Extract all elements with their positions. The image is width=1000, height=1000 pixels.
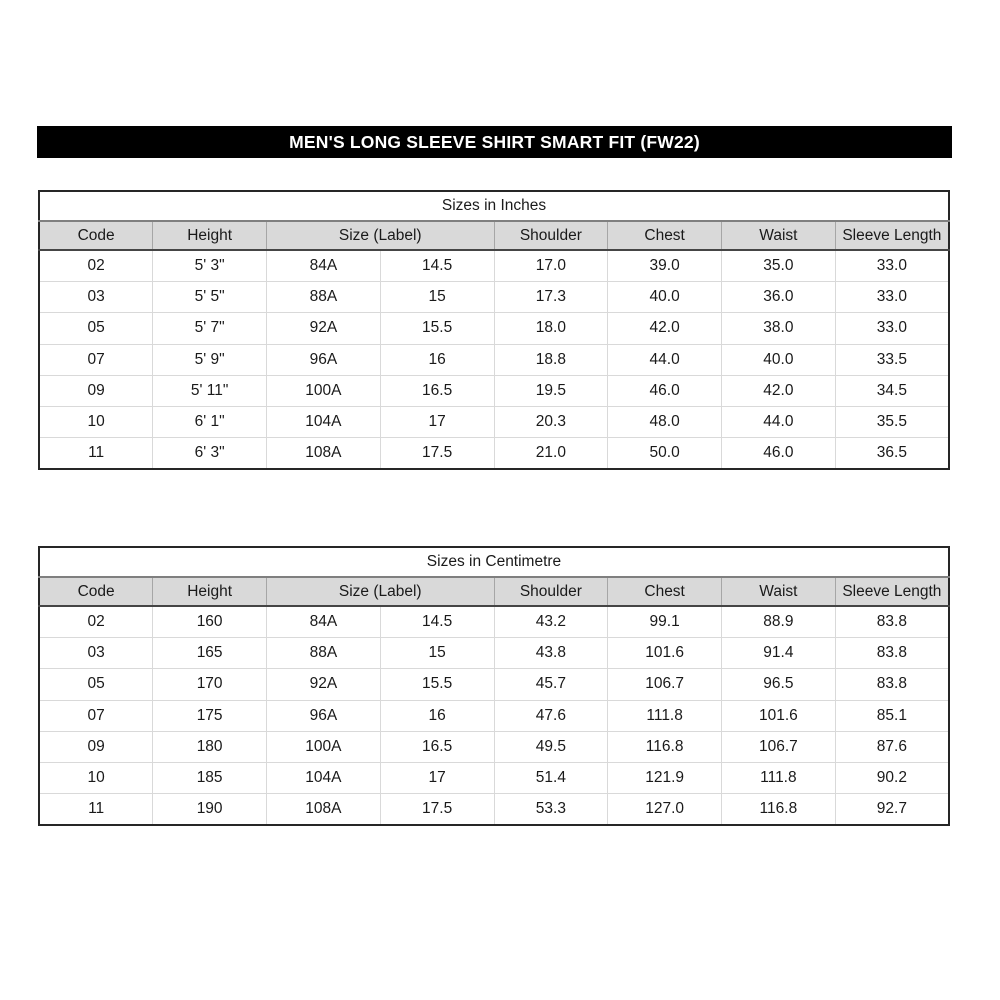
table-cell: 6' 3" xyxy=(153,438,267,470)
table-cell: 17 xyxy=(380,762,494,793)
table-cell: 160 xyxy=(153,606,267,638)
table-cell: 170 xyxy=(153,669,267,700)
table-cell: 40.0 xyxy=(608,282,722,313)
table-title: Sizes in Inches xyxy=(39,191,949,221)
table-cell: 101.6 xyxy=(608,638,722,669)
col-header-waist: Waist xyxy=(722,577,836,606)
table-cell: 18.8 xyxy=(494,344,608,375)
table-row xyxy=(39,731,949,762)
title-banner xyxy=(37,126,952,158)
table-cell: 51.4 xyxy=(494,762,608,793)
table-cell: 16.5 xyxy=(380,375,494,406)
table-cell: 101.6 xyxy=(722,700,836,731)
inches-table-body xyxy=(39,250,949,469)
table-cell: 104A xyxy=(267,762,381,793)
table-cell: 50.0 xyxy=(608,438,722,470)
table-cell: 44.0 xyxy=(722,406,836,437)
col-header-size-label: Size (Label) xyxy=(267,221,495,250)
table-cell: 05 xyxy=(39,313,153,344)
table-cell: 92.7 xyxy=(835,794,949,826)
table-cell: 100A xyxy=(267,731,381,762)
table-cell: 36.0 xyxy=(722,282,836,313)
table-cell: 07 xyxy=(39,344,153,375)
table-cell: 05 xyxy=(39,669,153,700)
table-row xyxy=(39,638,949,669)
table-cell: 03 xyxy=(39,638,153,669)
table-cell: 17 xyxy=(380,406,494,437)
table-cell: 175 xyxy=(153,700,267,731)
table-cell: 17.5 xyxy=(380,794,494,826)
table-row xyxy=(39,606,949,638)
table-cell: 38.0 xyxy=(722,313,836,344)
col-header-code: Code xyxy=(39,221,153,250)
table-cell: 33.0 xyxy=(835,282,949,313)
table-cell: 92A xyxy=(267,669,381,700)
table-cell: 43.2 xyxy=(494,606,608,638)
table-cell: 44.0 xyxy=(608,344,722,375)
table-cell: 15.5 xyxy=(380,669,494,700)
col-header-chest: Chest xyxy=(608,577,722,606)
table-cell: 33.0 xyxy=(835,313,949,344)
table-cell: 17.0 xyxy=(494,250,608,282)
table-cell: 90.2 xyxy=(835,762,949,793)
table-cell: 33.5 xyxy=(835,344,949,375)
table-cell: 45.7 xyxy=(494,669,608,700)
table-cell: 15 xyxy=(380,282,494,313)
table-cell: 99.1 xyxy=(608,606,722,638)
table-cell: 34.5 xyxy=(835,375,949,406)
table-cell: 17.5 xyxy=(380,438,494,470)
table-cell: 11 xyxy=(39,794,153,826)
table-cell: 35.0 xyxy=(722,250,836,282)
col-header-height: Height xyxy=(153,221,267,250)
table-cell: 111.8 xyxy=(722,762,836,793)
table-cell: 17.3 xyxy=(494,282,608,313)
table-row xyxy=(39,313,949,344)
table-cell: 96A xyxy=(267,344,381,375)
table-cell: 106.7 xyxy=(722,731,836,762)
table-cell: 104A xyxy=(267,406,381,437)
table-cell: 87.6 xyxy=(835,731,949,762)
table-cell: 33.0 xyxy=(835,250,949,282)
table-cell: 100A xyxy=(267,375,381,406)
table-cell: 88A xyxy=(267,282,381,313)
table-cell: 85.1 xyxy=(835,700,949,731)
table-cell: 03 xyxy=(39,282,153,313)
table-cell: 39.0 xyxy=(608,250,722,282)
page-title: MEN'S LONG SLEEVE SHIRT SMART FIT (FW22) xyxy=(289,131,700,152)
table-header-row xyxy=(39,577,949,606)
table-cell: 14.5 xyxy=(380,606,494,638)
table-cell: 07 xyxy=(39,700,153,731)
table-row xyxy=(39,375,949,406)
table-cell: 21.0 xyxy=(494,438,608,470)
table-cell: 83.8 xyxy=(835,669,949,700)
table-row xyxy=(39,669,949,700)
centimetre-size-table xyxy=(38,546,950,826)
table-row xyxy=(39,344,949,375)
table-cell: 53.3 xyxy=(494,794,608,826)
table-cell: 96.5 xyxy=(722,669,836,700)
table-row xyxy=(39,406,949,437)
table-cell: 10 xyxy=(39,762,153,793)
table-cell: 02 xyxy=(39,250,153,282)
table-cell: 116.8 xyxy=(722,794,836,826)
table-header-row xyxy=(39,221,949,250)
table-cell: 48.0 xyxy=(608,406,722,437)
table-cell: 84A xyxy=(267,606,381,638)
table-title: Sizes in Centimetre xyxy=(39,547,949,577)
table-cell: 02 xyxy=(39,606,153,638)
table-cell: 46.0 xyxy=(608,375,722,406)
table-cell: 111.8 xyxy=(608,700,722,731)
table-cell: 83.8 xyxy=(835,606,949,638)
table-cell: 165 xyxy=(153,638,267,669)
table-cell: 106.7 xyxy=(608,669,722,700)
col-header-shoulder: Shoulder xyxy=(494,577,608,606)
table-cell: 91.4 xyxy=(722,638,836,669)
table-title-row xyxy=(39,191,949,221)
table-row xyxy=(39,762,949,793)
table-cell: 16 xyxy=(380,700,494,731)
table-cell: 121.9 xyxy=(608,762,722,793)
table-cell: 84A xyxy=(267,250,381,282)
col-header-sleeve-length: Sleeve Length xyxy=(835,221,949,250)
table-cell: 190 xyxy=(153,794,267,826)
table-cell: 16.5 xyxy=(380,731,494,762)
table-cell: 36.5 xyxy=(835,438,949,470)
table-row xyxy=(39,794,949,826)
table-cell: 127.0 xyxy=(608,794,722,826)
col-header-chest: Chest xyxy=(608,221,722,250)
table-cell: 5' 11" xyxy=(153,375,267,406)
table-cell: 88.9 xyxy=(722,606,836,638)
table-cell: 42.0 xyxy=(722,375,836,406)
centimetre-table-section xyxy=(38,546,950,826)
table-cell: 18.0 xyxy=(494,313,608,344)
table-cell: 35.5 xyxy=(835,406,949,437)
table-cell: 20.3 xyxy=(494,406,608,437)
table-cell: 92A xyxy=(267,313,381,344)
table-row xyxy=(39,250,949,282)
table-cell: 5' 9" xyxy=(153,344,267,375)
col-header-shoulder: Shoulder xyxy=(494,221,608,250)
table-row xyxy=(39,282,949,313)
table-cell: 43.8 xyxy=(494,638,608,669)
table-cell: 5' 7" xyxy=(153,313,267,344)
inches-size-table xyxy=(38,190,950,470)
table-cell: 83.8 xyxy=(835,638,949,669)
table-cell: 49.5 xyxy=(494,731,608,762)
table-row xyxy=(39,438,949,470)
table-cell: 40.0 xyxy=(722,344,836,375)
table-cell: 19.5 xyxy=(494,375,608,406)
table-row xyxy=(39,700,949,731)
table-cell: 15 xyxy=(380,638,494,669)
table-cell: 180 xyxy=(153,731,267,762)
table-cell: 09 xyxy=(39,731,153,762)
table-cell: 116.8 xyxy=(608,731,722,762)
centimetre-table-body xyxy=(39,606,949,825)
col-header-height: Height xyxy=(153,577,267,606)
table-cell: 108A xyxy=(267,438,381,470)
table-cell: 42.0 xyxy=(608,313,722,344)
table-cell: 09 xyxy=(39,375,153,406)
table-cell: 6' 1" xyxy=(153,406,267,437)
table-cell: 108A xyxy=(267,794,381,826)
table-cell: 5' 3" xyxy=(153,250,267,282)
table-cell: 16 xyxy=(380,344,494,375)
table-cell: 96A xyxy=(267,700,381,731)
col-header-sleeve-length: Sleeve Length xyxy=(835,577,949,606)
col-header-waist: Waist xyxy=(722,221,836,250)
table-cell: 5' 5" xyxy=(153,282,267,313)
table-cell: 47.6 xyxy=(494,700,608,731)
table-cell: 185 xyxy=(153,762,267,793)
table-cell: 15.5 xyxy=(380,313,494,344)
table-cell: 11 xyxy=(39,438,153,470)
table-cell: 88A xyxy=(267,638,381,669)
col-header-code: Code xyxy=(39,577,153,606)
table-title-row xyxy=(39,547,949,577)
table-cell: 14.5 xyxy=(380,250,494,282)
table-cell: 10 xyxy=(39,406,153,437)
table-cell: 46.0 xyxy=(722,438,836,470)
col-header-size-label: Size (Label) xyxy=(267,577,495,606)
inches-table-section xyxy=(38,190,950,470)
